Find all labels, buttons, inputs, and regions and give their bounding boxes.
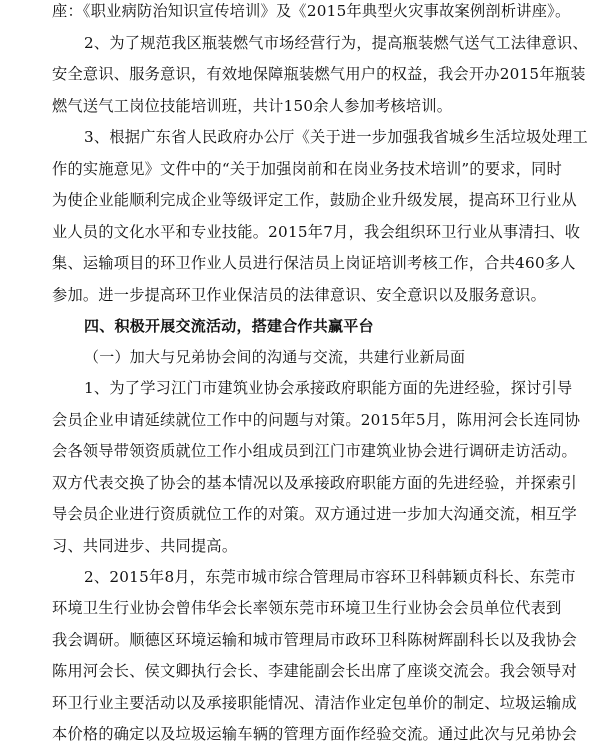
paragraph-1-line-4: 双方代表交换了协会的基本情况以及承接政府职能方面的先进经验，并探索引 [52, 474, 577, 492]
paragraph-item-2-line-1: 2、为了规范我区瓶装燃气市场经营行为，提高瓶装燃气送气工法律意识、 [84, 34, 588, 52]
paragraph-item-3-line-5: 集、运输项目的环卫作业人员进行保洁员上岗证培训考核工作，合共460多人 [52, 254, 576, 272]
paragraph-1-line-3: 会各领导带领资质就位工作小组成员到江门市建筑业协会进行调研走访活动。 [52, 442, 577, 460]
body-text-line: 座：《职业病防治知识宣传培训》及《2015年典型火灾事故案例剖析讲座》。 [52, 2, 571, 20]
paragraph-2-line-5: 环卫行业主要活动以及承接职能情况、清洁作业定包单价的制定、垃圾运输成 [52, 694, 577, 712]
paragraph-2-line-1: 2、2015年8月，东莞市城市综合管理局市容环卫科韩颖贞科长、东莞市 [84, 568, 576, 586]
paragraph-2-line-6: 本价格的确定以及垃圾运输车辆的管理方面作经验交流。通过此次与兄弟协会 [52, 725, 577, 743]
paragraph-item-2-line-2: 安全意识、服务意识，有效地保障瓶装燃气用户的权益，我会开办2015年瓶装 [52, 65, 586, 83]
paragraph-item-2-line-3: 燃气送气工岗位技能培训班，共计150余人参加考核培训。 [52, 97, 453, 115]
section-heading-4: 四、积极开展交流活动，搭建合作共赢平台 [84, 317, 374, 335]
paragraph-1-line-2: 会员企业申请延续就位工作中的问题与对策。2015年5月，陈用河会长连同协 [52, 411, 581, 429]
paragraph-1-line-1: 1、为了学习江门市建筑业协会承接政府职能方面的先进经验，探讨引导 [84, 379, 573, 397]
paragraph-2-line-2: 环境卫生行业协会曾伟华会长率领东莞市环境卫生行业协会会员单位代表到 [52, 599, 562, 617]
paragraph-item-3-line-4: 业人员的文化水平和专业技能。2015年7月，我会组织环卫行业从事清扫、收 [52, 223, 581, 241]
paragraph-2-line-3: 我会调研。顺德区环境运输和城市管理局市政环卫科陈树辉副科长以及我协会 [52, 631, 577, 649]
paragraph-item-3-line-3: 为使企业能顺利完成企业等级评定工作，鼓励企业升级发展，提高环卫行业从 [52, 191, 577, 209]
paragraph-1-line-5: 导会员企业进行资质就位工作的对策。双方通过进一步加大沟通交流，相互学 [52, 505, 577, 523]
subsection-heading-1: （一）加大与兄弟协会间的沟通与交流，共建行业新局面 [84, 348, 466, 366]
paragraph-item-3-line-2: 作的实施意见》文件中的“关于加强岗前和在岗业务技术培训”的要求，同时 [52, 160, 563, 178]
paragraph-item-3-line-6: 参加。进一步提高环卫作业保洁员的法律意识、安全意识以及服务意识。 [52, 286, 546, 304]
paragraph-2-line-4: 陈用河会长、侯文卿执行会长、李建能副会长出席了座谈交流会。我会领导对 [52, 662, 577, 680]
paragraph-1-line-6: 习、共同进步、共同提高。 [52, 537, 238, 555]
paragraph-item-3-line-1: 3、根据广东省人民政府办公厅《关于进一步加强我省城乡生活垃圾处理工 [84, 128, 588, 146]
